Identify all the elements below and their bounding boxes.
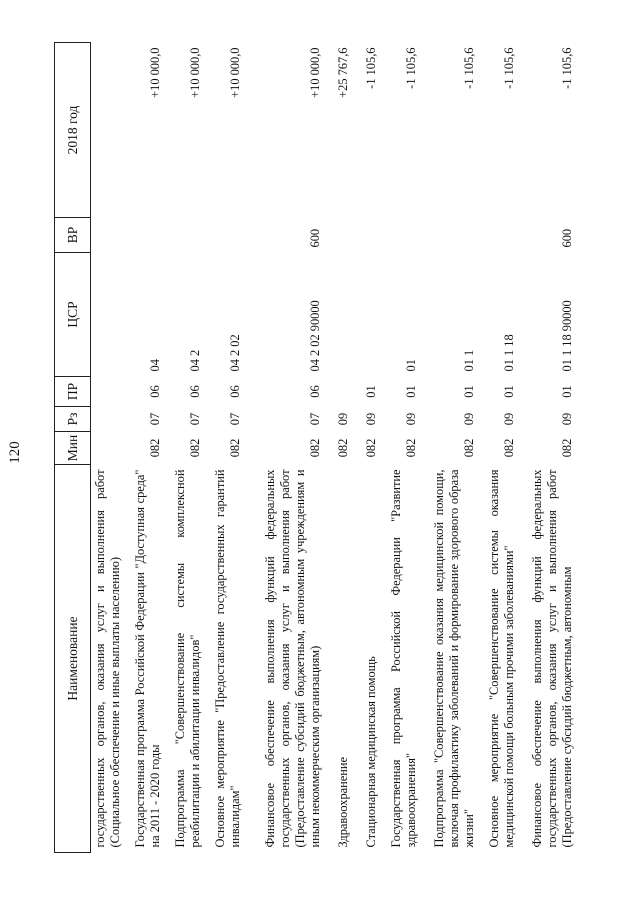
row-pr: 06 (307, 385, 322, 398)
row-min: 082 (227, 438, 242, 458)
row-csr: 01 1 (461, 349, 476, 372)
row-min: 082 (147, 438, 162, 458)
row-csr: 01 1 18 90000 (559, 300, 574, 372)
row-value (91, 43, 126, 218)
header-csr: ЦСР (55, 253, 91, 377)
row-rz: 09 (461, 412, 476, 426)
header-year: 2018 год (55, 43, 91, 218)
row-pr: 06 (187, 385, 202, 398)
row-vr: 600 (559, 228, 574, 248)
row-value: -1 105,6 (461, 47, 476, 89)
row-csr: 01 1 18 (501, 334, 516, 372)
header-rz: Рз (55, 407, 91, 432)
header-name: Наименование (55, 465, 91, 853)
row-value: +25 767,6 (335, 47, 350, 98)
row-rz: 09 (403, 412, 418, 426)
table-row (326, 43, 354, 853)
row-pr (91, 377, 126, 407)
header-min: Мин (55, 432, 91, 465)
row-vr (206, 218, 246, 253)
row-name: Основное мероприятие "Предоставление государственных гарантий инвалидам" (212, 469, 242, 848)
table-row (246, 43, 326, 853)
row-vr (480, 218, 520, 253)
table-row (354, 43, 382, 853)
row-pr: 06 (227, 385, 242, 398)
row-name: государственных органов, оказания услуг и выполнения работ (Социальное обеспечение и иные выплаты населению) (92, 469, 122, 848)
table-row (520, 43, 578, 853)
page-number: 120 (7, 441, 23, 464)
row-name: Стационарная медицинская помощь (363, 656, 378, 848)
row-vr (354, 218, 382, 253)
row-rz: 09 (335, 412, 350, 426)
row-value: +10 000,0 (187, 47, 202, 98)
row-rz: 09 (363, 412, 378, 426)
row-name: Государственная программа Российской Федерации "Доступная среда" на 2011 - 2020 годы (132, 469, 162, 848)
header-vr: ВР (55, 218, 91, 253)
row-value: +10 000,0 (307, 47, 322, 98)
row-value: -1 105,6 (403, 47, 418, 89)
row-pr: 01 (403, 385, 418, 398)
row-vr (91, 218, 126, 253)
row-vr (126, 218, 166, 253)
row-csr (91, 253, 126, 377)
row-csr: 04 2 02 90000 (307, 300, 322, 372)
row-value: -1 105,6 (501, 47, 516, 89)
table-row (166, 43, 206, 853)
row-csr (354, 253, 382, 377)
table-row (480, 43, 520, 853)
row-min: 082 (461, 438, 476, 458)
row-name: Здравоохранение (335, 756, 350, 848)
row-vr (166, 218, 206, 253)
row-min: 082 (559, 438, 574, 458)
row-csr: 04 2 02 (227, 334, 242, 372)
row-csr: 04 (147, 359, 162, 372)
row-value: +10 000,0 (147, 47, 162, 98)
row-min: 082 (187, 438, 202, 458)
row-value: -1 105,6 (363, 47, 378, 89)
row-csr: 01 (403, 359, 418, 372)
row-pr: 01 (363, 385, 378, 398)
row-name: Основное мероприятие "Совершенствование системы оказания медицинской помощи больным прочими заболеваниями" (486, 469, 516, 848)
row-rz (91, 407, 126, 432)
header-pr: ПР (55, 377, 91, 407)
row-min: 082 (307, 438, 322, 458)
table-row (91, 43, 126, 853)
row-pr (326, 377, 354, 407)
row-name: Подпрограмма "Совершенствование оказания медицинской помощи, включая профилактику заболеваний и формирование здорового образа жизни" (431, 469, 476, 848)
row-vr (422, 218, 480, 253)
row-pr: 01 (559, 385, 574, 398)
budget-table (54, 42, 578, 853)
row-vr: 600 (307, 228, 322, 248)
row-rz: 09 (559, 412, 574, 426)
row-min: 082 (501, 438, 516, 458)
row-rz: 09 (501, 412, 516, 426)
row-csr (326, 253, 354, 377)
row-pr: 01 (461, 385, 476, 398)
row-vr (382, 218, 422, 253)
row-pr: 01 (501, 385, 516, 398)
table-header-row (55, 43, 91, 853)
row-csr: 04 2 (187, 349, 202, 372)
row-vr (326, 218, 354, 253)
row-rz: 07 (147, 412, 162, 426)
row-name: Подпрограмма "Совершенствование системы комплексной реабилитации и абилитации инвалидов" (172, 469, 202, 848)
row-min: 082 (363, 438, 378, 458)
row-pr: 06 (147, 385, 162, 398)
row-name: Государственная программа Российской Федерации "Развитие здравоохранения" (388, 469, 418, 848)
row-rz: 07 (307, 412, 322, 426)
row-name: Финансовое обеспечение выполнения функций федеральных государственных органов, оказания услуг и выполнения работ (Предоставление субсидий бюджетным, автономным учреждениям и иным некоммерческим организациям) (262, 469, 322, 848)
row-min: 082 (403, 438, 418, 458)
row-rz: 07 (227, 412, 242, 426)
row-min: 082 (335, 438, 350, 458)
row-value: -1 105,6 (559, 47, 574, 89)
table-row (126, 43, 166, 853)
table-row (422, 43, 480, 853)
row-value: +10 000,0 (227, 47, 242, 98)
row-min (91, 432, 126, 465)
row-name: Финансовое обеспечение выполнения функций федеральных государственных органов, оказания услуг и выполнения работ (Предоставление субсидий бюджетным, автономным (529, 469, 574, 848)
row-rz: 07 (187, 412, 202, 426)
table-row (206, 43, 246, 853)
table-row (382, 43, 422, 853)
